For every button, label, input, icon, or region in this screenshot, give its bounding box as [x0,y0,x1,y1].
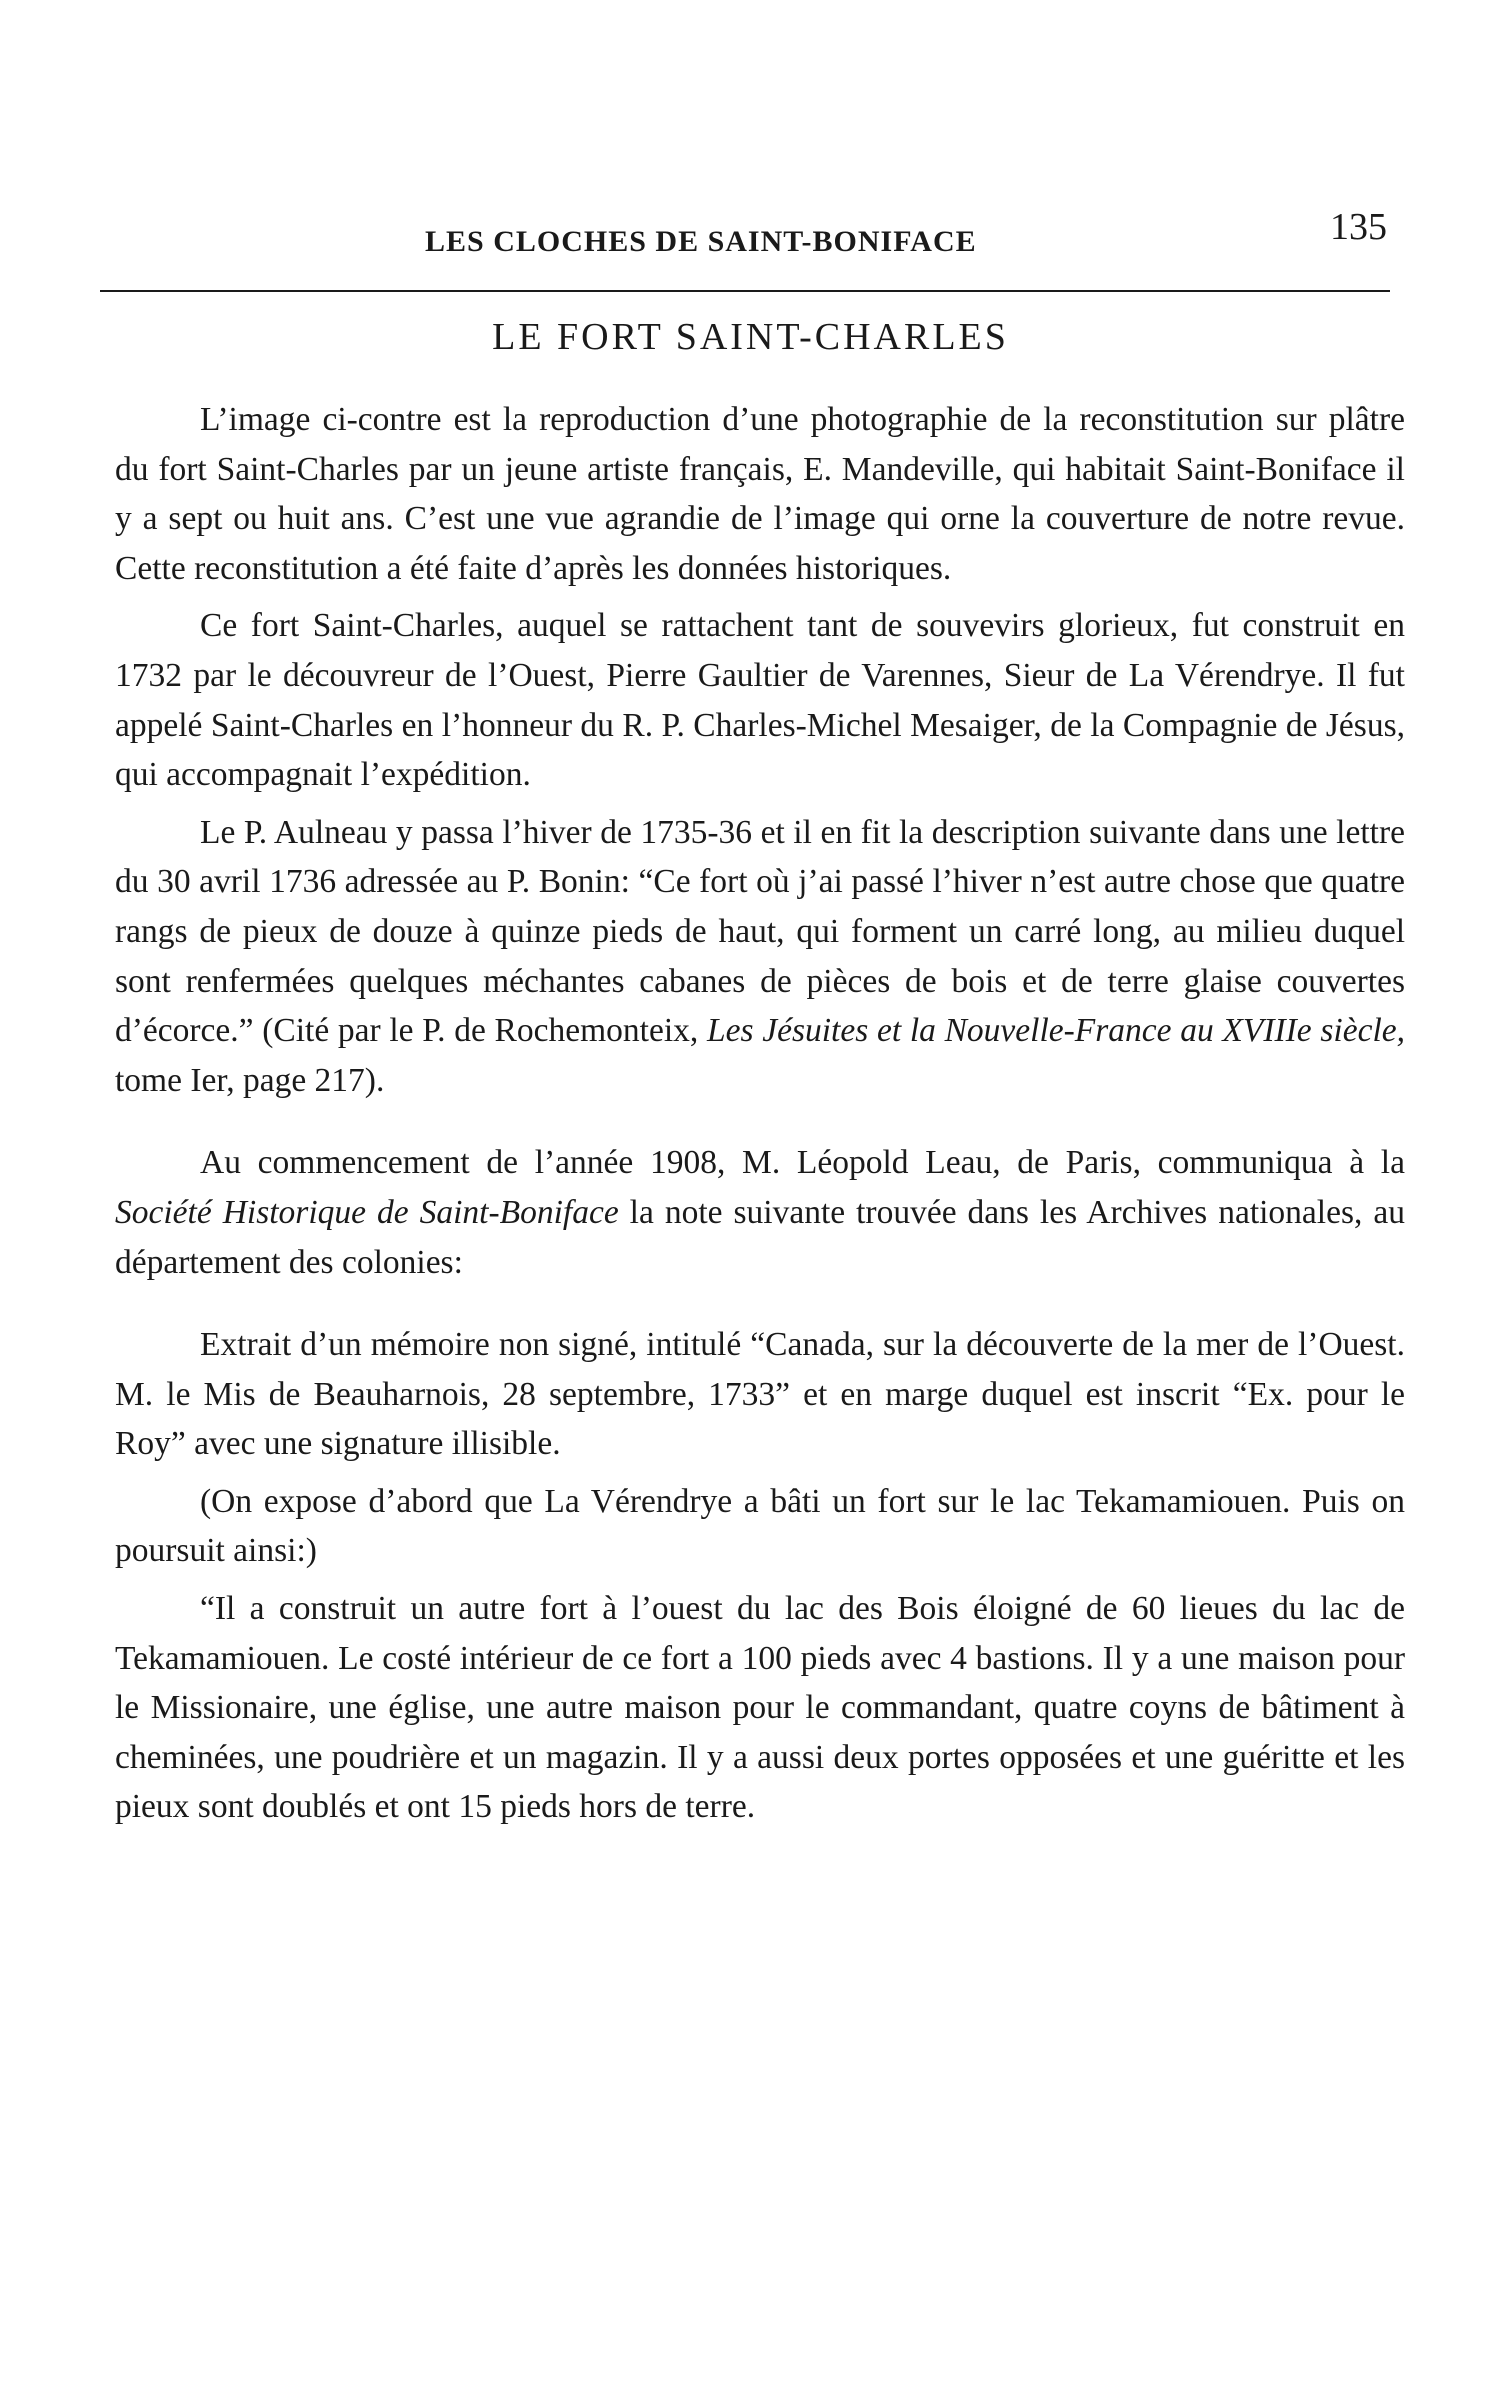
leau-text: Au commencement de l’année 1908, M. Léopold Leau, de Paris, communiqua à la [200,1144,1405,1182]
paragraph-image-description: L’image ci-contre est la reproduction d’une photographie de la reconstitution sur plâtre du fort Saint-Charles par un jeune artiste français, E. Mandeville, qui habitait Saint-Boniface il y a sept ou huit ans. C’est une vue agrandie de l’image qui orne la couverture de notre revue. Cette reconstitution a été faite d’après les données historiques. [115,401,1405,587]
paragraph-editorial-note: (On expose d’abord que La Vérendrye a bâti un fort sur le lac Tekamamiouen. Puis on poursuit ainsi:) [115,1482,1405,1570]
header-rule [100,290,1390,292]
page-number: 135 [1330,206,1387,248]
paragraph-fort-history: Ce fort Saint-Charles, auquel se rattachent tant de souvevirs glorieux, fut construit en 1732 par le découvreur de l’Ouest, Pierre Gaultier de Varennes, Sieur de La Vérendrye. Il fut appelé Saint-Charles en l’honneur du R. P. Charles-Michel Mesaiger, de la Compagnie de Jésus, qui accompagnait l’expédition. [115,607,1405,794]
leau-text-continued: la note suivante trouvée dans les Archives nationales, au département des colonies: [115,1193,1405,1281]
article-body [115,395,1405,1832]
aulneau-text: Le P. Aulneau y passa l’hiver de 1735-36 et il en fit la description suivante dans une lettre du 30 avril 1736 adressée au P. Bonin: “Ce fort où j’ai passé l’hiver n’est autre chose que quatre rangs de pieux de douze à quinze pieds de haut, qui forment un carré long, au milieu duquel sont renfermées quelques méchantes cabanes de pièces de bois et de terre glaise couvertes d’écorce.” (Cité par le P. de Rochemonteix, [115,813,1405,1050]
book-title: Les Jésuites et la Nouvelle-France au XVIIIe siècle, [706,1012,1405,1050]
article-title: LE FORT SAINT-CHARLES [492,316,1009,358]
aulneau-citation: tome Ier, page 217). [115,1061,385,1099]
paragraph-leau-note [115,1138,1405,1287]
society-name: Société Historique de Saint-Boniface [115,1193,619,1231]
paragraph-fort-quote: “Il a construit un autre fort à l’ouest du lac des Bois éloigné de 60 lieues du lac de Tekamamiouen. Le costé intérieur de ce fort a 100 pieds avec 4 bastions. Il y a une maison pour le Missionaire, une église, une autre maison pour le commandant, quatre coyns de bâtiment à cheminées, une poudrière et un magazin. Il y a aussi deux portes opposées et une guéritte et les pieux sont doublés et ont 15 pieds hors de terre. [115,1590,1405,1826]
running-head: LES CLOCHES DE SAINT-BONIFACE [425,225,977,258]
paragraph-memoir-extract: Extrait d’un mémoire non signé, intitulé “Canada, sur la découverte de la mer de l’Ouest. M. le Mis de Beauharnois, 28 septembre, 1733” et en marge duquel est inscrit “Ex. pour le Roy” avec une signature illisible. [115,1326,1405,1463]
paragraph-aulneau-description [115,808,1405,1106]
